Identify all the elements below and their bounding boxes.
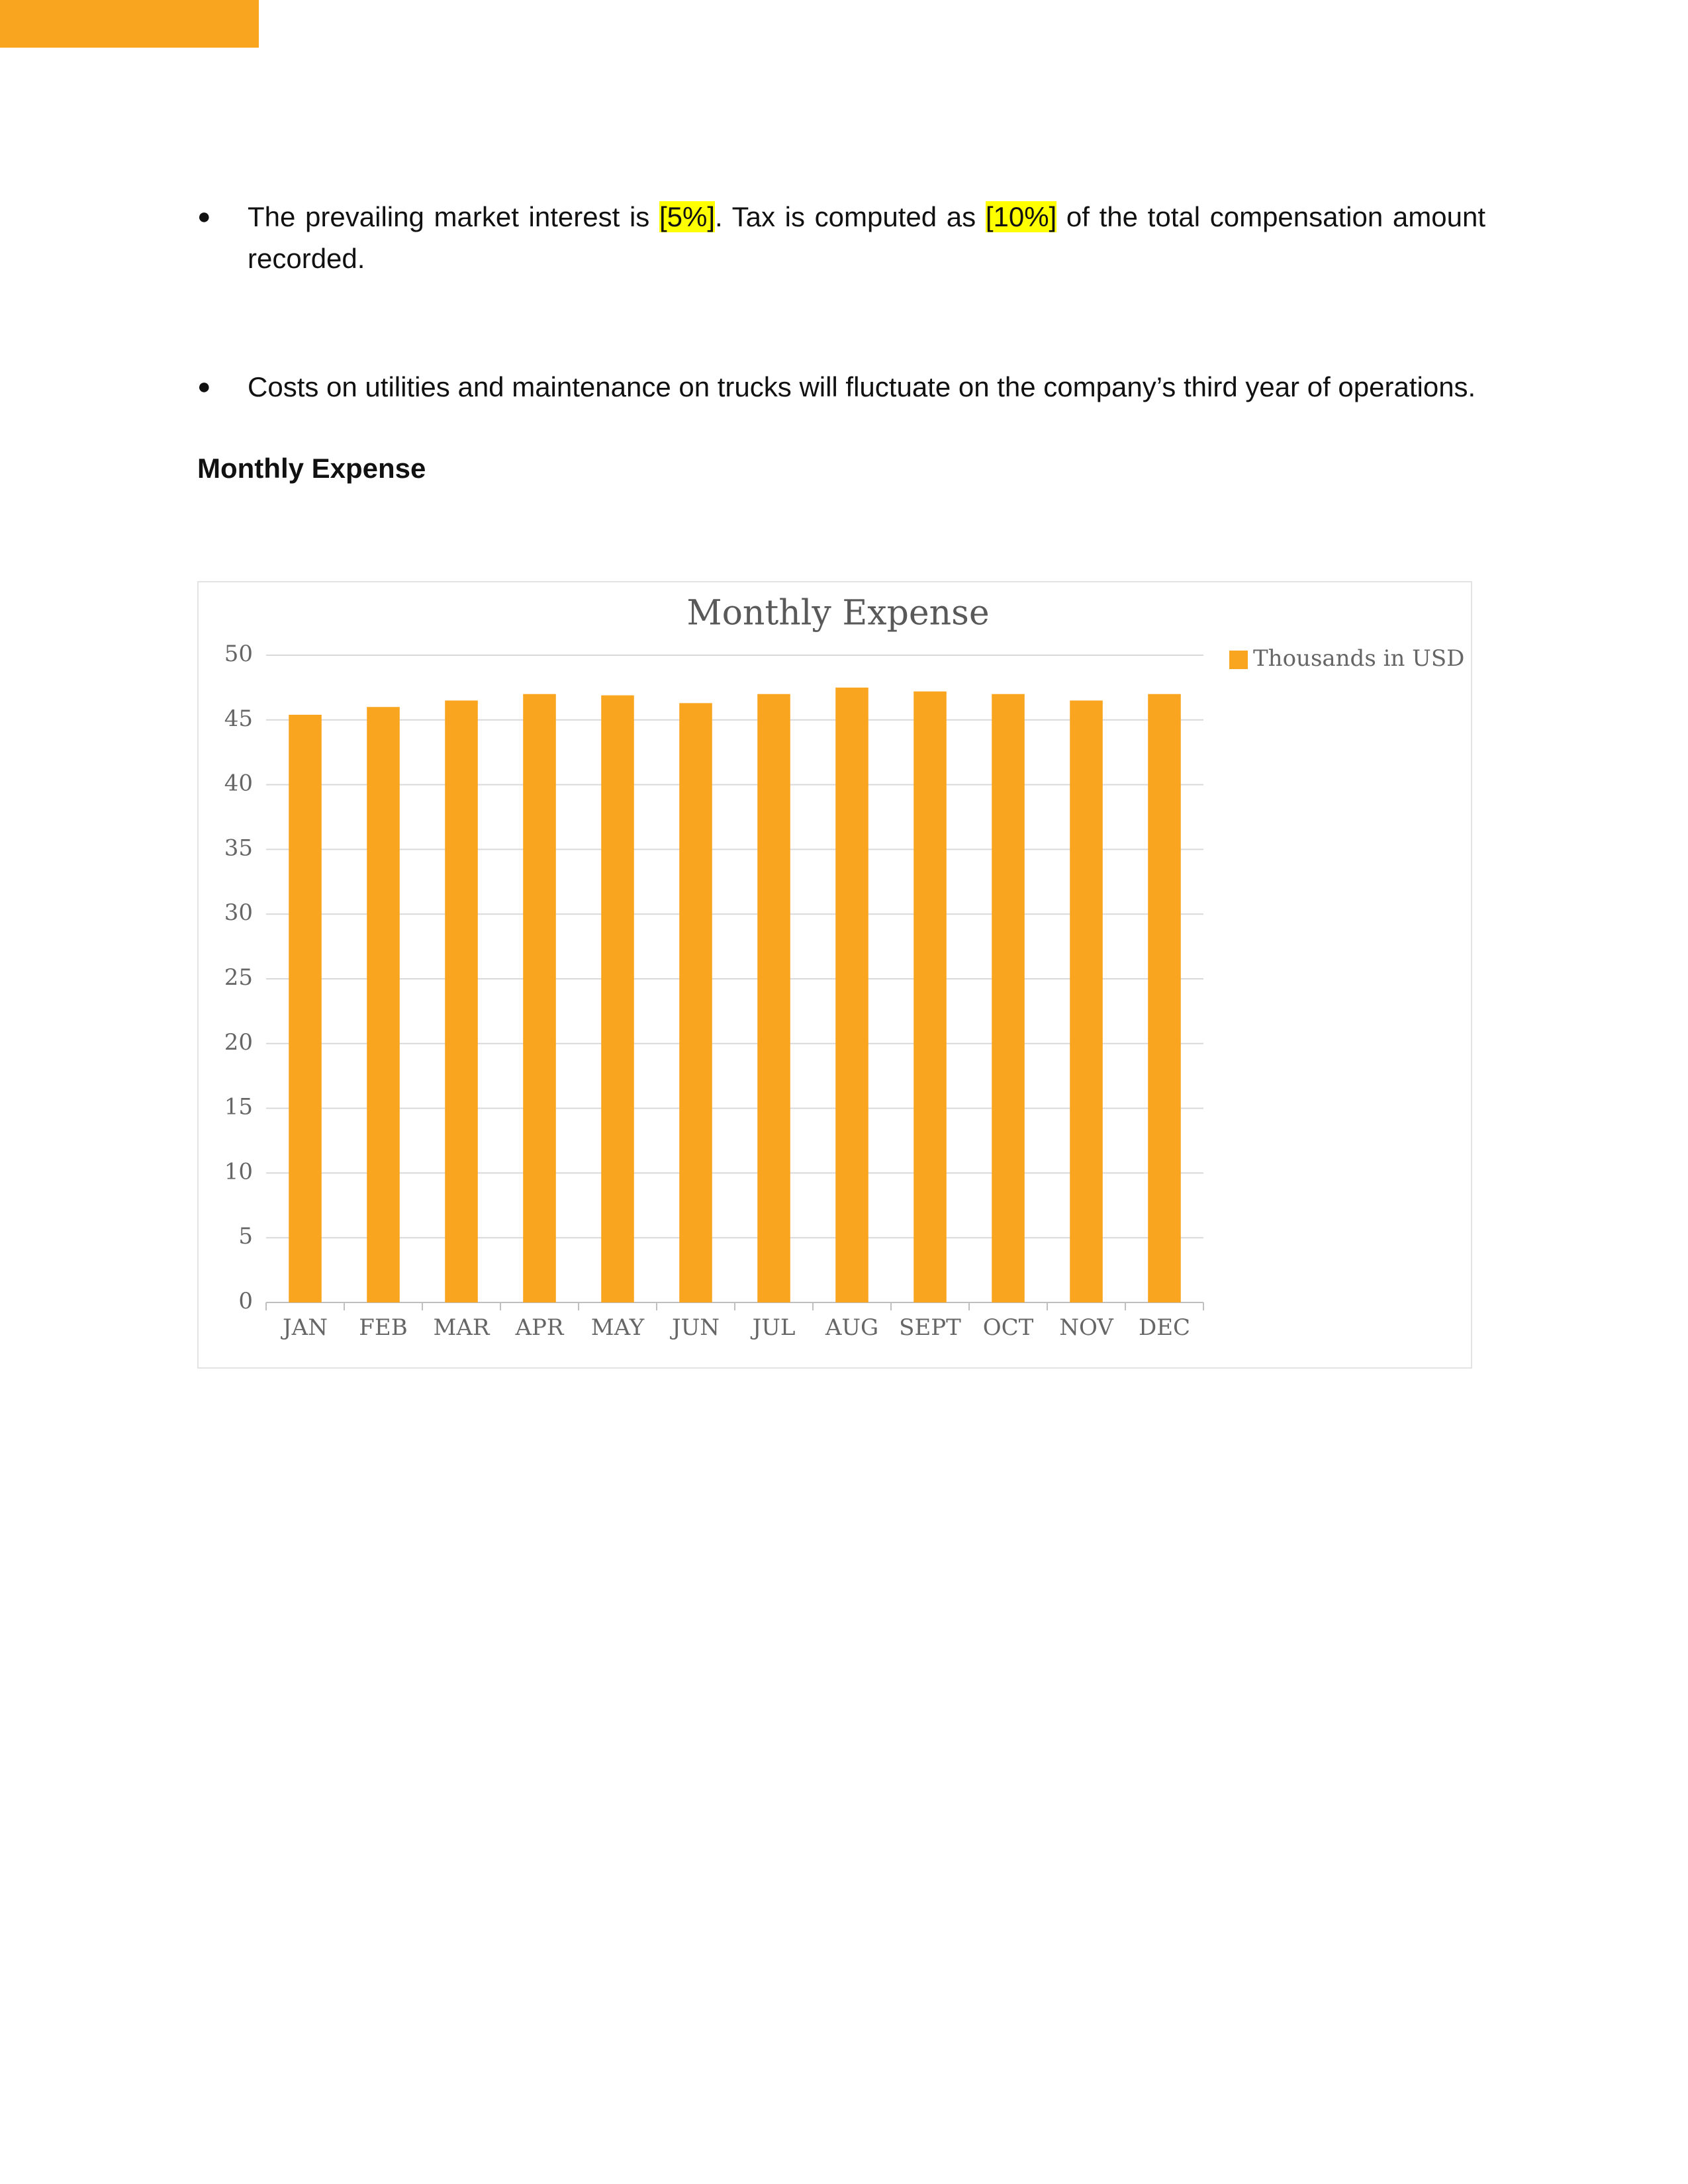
bar-jan <box>289 715 322 1302</box>
y-tick-label: 20 <box>224 1028 253 1056</box>
bar-feb <box>367 707 400 1302</box>
y-tick-label: 0 <box>238 1288 253 1314</box>
x-tick-label: MAR <box>433 1314 490 1341</box>
x-tick-label: MAY <box>590 1314 645 1341</box>
legend-swatch <box>1229 651 1248 669</box>
x-tick-label: SEPT <box>899 1314 961 1341</box>
section-heading: Monthly Expense <box>197 453 426 484</box>
chart-container <box>197 581 1472 1369</box>
x-tick-label: NOV <box>1059 1314 1113 1341</box>
y-tick-label: 30 <box>224 899 253 927</box>
bar-chart <box>199 582 1474 1370</box>
x-tick-label: JUN <box>671 1314 720 1341</box>
y-tick-label: 5 <box>238 1223 253 1250</box>
y-tick-label: 50 <box>224 641 253 667</box>
bar-sept <box>914 692 947 1302</box>
x-tick-label: JUL <box>752 1314 796 1341</box>
legend-label: Thousands in USD <box>1253 645 1465 672</box>
bar-mar <box>445 700 478 1302</box>
bullet-text-part: The prevailing market interest is <box>248 201 659 232</box>
header-accent-bar <box>0 0 259 48</box>
x-tick-label: FEB <box>359 1314 408 1341</box>
bullet-text: Costs on utilities and maintenance on trucks will fluctuate on the company’s third year of operations. <box>248 371 1476 402</box>
bullet-text-part: of the total compensation amount recorded. <box>248 201 1485 274</box>
highlighted-interest-rate: [5%] <box>659 201 716 232</box>
y-tick-label: 40 <box>224 770 253 797</box>
y-tick-label: 45 <box>224 705 253 732</box>
x-tick-label: APR <box>515 1314 564 1341</box>
x-tick-label: JAN <box>283 1314 328 1341</box>
y-tick-label: 25 <box>224 964 253 991</box>
bullet-text-part: . Tax is computed as <box>715 201 986 232</box>
bar-jul <box>757 694 790 1302</box>
x-tick-label: DEC <box>1138 1314 1191 1341</box>
bullet-marker: ● <box>197 374 211 399</box>
bar-jun <box>679 703 712 1302</box>
chart-title: Monthly Expense <box>686 593 990 633</box>
bullet-marker: ● <box>197 204 211 229</box>
bar-aug <box>835 688 868 1302</box>
bar-may <box>601 696 634 1302</box>
y-tick-label: 10 <box>224 1158 253 1185</box>
bar-oct <box>992 694 1025 1302</box>
bar-nov <box>1070 700 1103 1302</box>
y-tick-label: 15 <box>224 1093 253 1120</box>
x-tick-label: AUG <box>825 1314 879 1341</box>
y-tick-label: 35 <box>224 835 253 862</box>
bar-dec <box>1148 694 1181 1302</box>
highlighted-tax-rate: [10%] <box>985 201 1057 232</box>
x-tick-label: OCT <box>982 1314 1034 1341</box>
bar-apr <box>523 694 556 1302</box>
bullet-text <box>248 196 1485 279</box>
